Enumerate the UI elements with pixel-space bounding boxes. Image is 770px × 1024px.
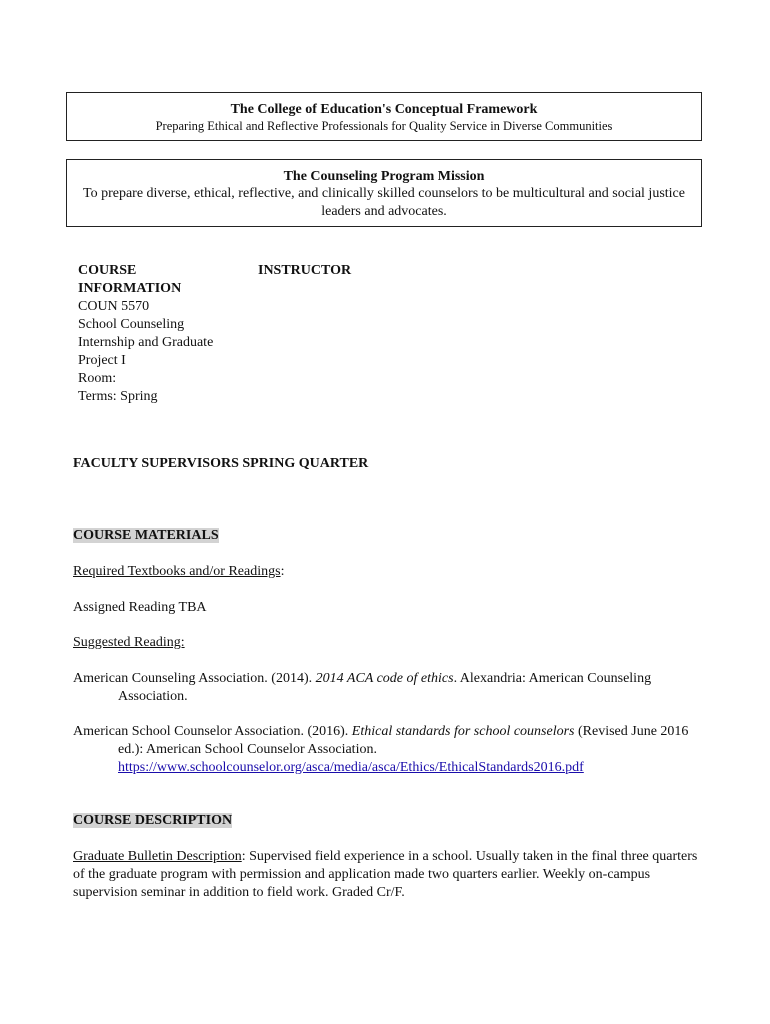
required-readings-row [73,563,284,581]
reference-asca [73,723,703,777]
suggested-reading-label: Suggested Reading: [73,635,185,650]
reference-aca-title: 2014 ACA code of ethics [315,671,454,686]
course-title-line: Project I [78,353,126,368]
program-mission-box [66,159,702,227]
framework-title: The College of Education's Conceptual Framework [230,102,538,117]
course-code: COUN 5570 [78,299,150,314]
required-readings-colon: : [280,564,285,579]
course-description-heading: COURSE DESCRIPTION [73,813,233,828]
mission-text: To prepare diverse, ethical, reflective, and clinically skilled counselors to be multicultural and social justice leaders and advocates. [83,186,685,219]
conceptual-framework-box [66,92,702,141]
instructor-heading: INSTRUCTOR [258,263,352,278]
reference-aca-author: American Counseling Association. (2014). [73,671,316,686]
course-materials-heading-row [73,527,219,545]
reference-asca-title: Ethical standards for school counselors [351,724,575,739]
framework-subtitle: Preparing Ethical and Reflective Professionals for Quality Service in Diverse Communities [155,119,613,133]
reference-asca-publisher: (Revised June 2016 ed.): American School Counselor Association. [118,724,689,757]
required-readings-label: Required Textbooks and/or Readings [73,564,281,579]
course-information-block [78,262,243,406]
reference-aca-publisher: . Alexandria: American Counseling Association. [118,671,652,704]
bulletin-description-label: Graduate Bulletin Description [73,849,242,864]
ethical-standards-link[interactable]: https://www.schoolcounselor.org/asca/media/asca/Ethics/EthicalStandards2016.pdf [118,760,584,775]
course-info-heading-line2: INFORMATION [78,281,182,296]
graduate-bulletin-description [73,848,703,902]
course-title-line: Internship and Graduate [78,335,214,350]
course-title-line: School Counseling [78,317,185,332]
faculty-supervisors-heading: FACULTY SUPERVISORS SPRING QUARTER [73,456,369,471]
course-materials-heading: COURSE MATERIALS [73,528,219,543]
bulletin-description-text: : Supervised field experience in a school. Usually taken in the final three quarters of the graduate program with permission and application made two quarters earlier. Weekly on-campus supervision seminar in addition to field work. Graded Cr/F. [73,849,698,900]
assigned-reading: Assigned Reading TBA [73,600,207,615]
mission-title: The Counseling Program Mission [283,169,485,184]
course-info-heading-line1: COURSE [78,263,137,278]
course-description-heading-row [73,812,232,830]
reference-aca [73,670,703,706]
reference-asca-author: American School Counselor Association. (2016). [73,724,352,739]
course-terms: Terms: Spring [78,389,158,404]
course-room: Room: [78,371,117,386]
